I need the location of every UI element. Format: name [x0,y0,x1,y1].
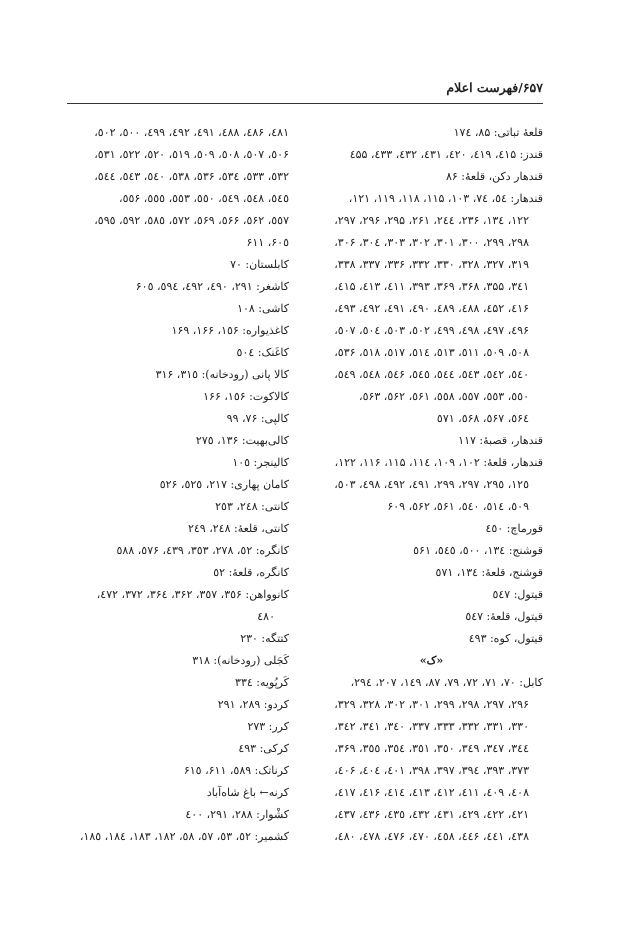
index-entry-line: قوشنج: ۱۳٤، ٥۰۰، ٥٤٥، ٥۶۱ [413,544,543,557]
index-entry-line: ٥٥۰، ٥٥۳، ٥٥۷، ٥٥۸، ٥۶۱، ٥۶۲، ٥۶۳، [359,390,529,403]
index-entry-line: کانتی: ۲٤۸، ۲٥۳ [215,500,289,513]
index-entry-line: ٥٥۷، ٥۶۲، ٥۶۶، ٥۶۹، ٥۷۲، ٥۸٥، ٥۹۲، ٥۹٥، [94,214,289,227]
index-entry-line: کاغَنک: ٥۰٤ [236,346,289,359]
index-entry-line: کامان پهاری: ۲۱۷، ٥۲٥، ٥۲۶ [159,478,289,491]
index-entry-line: ٥۶٤، ٥۶۷، ٥۶۸، ٥۷۱ [436,412,529,425]
index-entry-line: ٥۳۲، ٥۳۳، ٥۳٤، ٥۳۶، ٥۳۸، ٥٤۰، ٥٤۳، ٥٤٤، [94,170,289,183]
index-entry-line: کَرپُویه: ۳۳٤ [235,676,289,689]
index-column-left [67,122,289,848]
index-entry-line: ٥۰۶، ٥۰۷، ٥۰۸، ٥۰۹، ٥۱۹، ٥۲۰، ٥۲۲، ٥۳۱، [94,148,289,161]
index-entry-line: کاشغر: ۲۹۱، ٤۹۰، ٤۹۲، ٥۹٤، ۶۰٥ [135,280,289,293]
index-entry-line: ۳۷۳، ۳۹۳، ۳۹٤، ۳۹۷، ۳۹۸، ٤۰۱، ٤۰٤، ٤۰۶، [334,764,529,777]
index-entry-line: کرکی: ٤۹۳ [238,742,289,755]
index-entry-line: کاغذیواره: ۱٥۶، ۱۶۶، ۱۶۹ [171,324,289,337]
index-entry-line: کتتگه: ۲۳۰ [240,632,289,645]
index-entry-line: قندهار دکن، قلعهٔ: ۸۶ [445,170,543,183]
index-entry-line: ۳۳۰، ۳۳۱، ۳۳۲، ۳۳۳، ۳۳۷، ۳٤۰، ۳٤۱، ۳٤۲، [334,720,529,733]
index-entry-line: ٤۰۸، ٤۰۹، ٤۱۱، ٤۱۲، ٤۱۳، ٤۱٤، ٤۱۶، ٤۱۷، [334,786,529,799]
index-entry-line: کرنه← باغ شاه‌آباد [206,786,289,799]
index-entry-line: کابلستان: ۷۰ [230,258,289,271]
index-entry-line: ٤۸۱، ٤۸۶، ٤۸۸، ٤۹۱، ٤۹۲، ٤۹۹، ٥۰۰، ٥۰۲، [94,126,289,139]
index-entry-line: کاشی: ۱۰۸ [237,302,289,315]
index-entry-line: ۳۱۹، ۳۲۷، ۳۲۸، ۳۳۰، ۳۳۲، ۳۳۶، ۳۳۷، ۳۳۸، [334,258,529,271]
index-entry-line: ۲۹۸، ۲۹۹، ۳۰۰، ۳۰۱، ۳۰۲، ۳۰۳، ۳۰٤، ۳۰۶، [334,236,529,249]
index-entry-line: کالی‌بهیت: ۱۳۶، ۲۷٥ [195,434,289,447]
running-header [67,80,543,100]
index-entry-line: کالاکوت: ۱٥۶، ۱۶۶ [203,390,289,403]
index-entry-line: کرر: ۲۷۳ [247,720,289,733]
page-label: ۶۵۷/فهرست اعلام [446,80,543,95]
index-entry-line: قوشنج، قلعهٔ: ۱۳٤، ٥۷۱ [435,566,543,579]
index-entry-line: ۱۲۲، ۱۳٤، ۲۳۶، ۲٤٤، ۲۶۱، ۲۹۵، ۲۹۶، ۲۹۷، [334,214,529,227]
index-entry-line: کانگره، قلعهٔ: ٥۲ [213,566,289,579]
index-entry-line: ۱۲٥، ۲۹٥، ۲۹۷، ۲۹۹، ٤۹۱، ٤۹۲، ٤۹۸، ٥۰۳، [334,478,529,491]
index-entry-line: ۶۰٥، ۶۱۱ [246,236,289,249]
index-entry-line: قورماچ: ٤٥۰ [485,522,543,535]
index-entry-line: ۳٤۱، ۳۵۵، ۳۶۸، ۳۶۹، ۳۹۳، ٤۱۱، ٤۱۳، ٤۱۵، [334,280,529,293]
index-entry-line: ۳٤٤، ۳٤۷، ۳٤۹، ۳٥۰، ۳٥۱، ۳٥٤، ۳٥٥، ۳۶۹، [334,742,529,755]
index-entry-line: کابل: ۷۰، ۷۱، ۷۲، ۷۹، ۸۷، ۱٤۹، ۲۰۷، ۲۹٤، [350,676,543,689]
index-entry-line: کانتی، قلعهٔ: ۲٤۸، ۲٤۹ [187,522,289,535]
index-entry-line: کشمیر: ٥۲، ٥۳، ٥۷، ٥۸، ۱۸۲، ۱۸۳، ۱۸٤، ۱۸٥، [79,830,289,843]
index-entry-line: قندهار: ٥٤، ۷٤، ۱۰۳، ۱۱۵، ۱۱۸، ۱۱۹، ۱۲۱، [348,192,543,205]
index-entry-line: قندهار، قصبهٔ: ۱۱۷ [458,434,543,447]
index-entry-line: کرناتک: ٥۸۹، ۶۱۱، ۶۱٥ [183,764,289,777]
index-entry-line: کانوواهن: ۳٥۶، ۳٥۷، ۳۶۲، ۳۶٤، ۳۷۲، ٤۷۲، [96,588,289,601]
index-entry-line: کردو: ۲۸۹، ۲۹۱ [217,698,289,711]
index-entry-line: ٥۰۸، ٥۰۹، ٥۱۱، ٥۱۳، ٥۱٤، ٥۱۷، ٥۱۸، ٥۳۶، [334,346,529,359]
index-entry-line: ٥۰۹، ٥۱٤، ٥٤۰، ٥۶۱، ٥۶۲، ۶۰۹ [387,500,529,513]
index-column-right [320,122,543,848]
index-entry-line: کالپی: ۷۶، ۹۹ [226,412,289,425]
index-entry-line: ٥٤٥، ٥٤۸، ٥٤۹، ٥٥۰، ٥٥۳، ٥٥٥، ٥٥۶، [119,192,289,205]
index-entry-line: قلعهٔ تباتی: ۸۵، ۱۷٤ [453,126,543,139]
index-entry-line: ٤۳۸، ٤٤۱، ٤٤۶، ٤٥۸، ٤۷۰، ٤۷۶، ٤۷۸، ٤۸۰، [334,830,529,843]
index-entry-line: قندز: ٤۱۵، ٤۱۹، ٤۲۰، ٤۳۱، ٤۳۲، ٤۳۳، ٤۵۵ [349,148,543,161]
index-entry-line: کالا پانی (رودخانه): ۳۱٥، ۳۱۶ [155,368,289,381]
index-entry-line: ٤۱۶، ٤۵۲، ٤۸۸، ٤۸۹، ٤۹۰، ٤۹۱، ٤۹۲، ٤۹۳، [334,302,529,315]
header-rule [67,103,543,104]
index-entry-line: ٥٤۰، ٥٤۲، ٥٤۳، ٥٤٤، ٥٤٥، ٥٤۶، ٥٤۸، ٥٤۹، [334,368,529,381]
index-entry-line: کانگره: ٥۲، ۲۷۸، ۳٥۳، ٤۳۹، ٥۷۶، ٥۸۸ [116,544,289,557]
section-letter-heading: «ک» [419,654,444,667]
index-entry-line: قندهار، قلعهٔ: ۱۰۲، ۱۰۹، ۱۱٤، ۱۱۵، ۱۱۶، ۱۲۲، [334,456,543,469]
index-entry-line: قیتول، کوه: ٤۹۳ [468,632,543,645]
index-entry-line: ٤۹۶، ٤۹۷، ٤۹۸، ٤۹۹، ٥۰۲، ٥۰۳، ٥۰٤، ٥۰۷، [334,324,529,337]
index-entry-line: قیتول، قلعهٔ: ٥٤۷ [465,610,543,623]
index-entry-line: قیتول: ٥٤۷ [492,588,543,601]
index-entry-line: ۲۹۶، ۲۹۷، ۲۹۸، ۲۹۹، ۳۰۱، ۳۰۲، ۳۲۸، ۳۲۹، [334,698,529,711]
index-entry-line: کشْوار: ۲۸۸، ۲۹۱، ٤۰۰ [185,808,289,821]
index-entry-line: ٤۸۰ [257,610,275,623]
index-entry-line: ٤۲۱، ٤۲۲، ٤۲۹، ٤۳۱، ٤۳۲، ٤۳٥، ٤۳۶، ٤۳۷، [334,808,529,821]
index-entry-line: کالینجر: ۱۰٥ [232,456,289,469]
index-entry-line: کَجَلی (رودخانه): ۳۱۸ [192,654,289,667]
